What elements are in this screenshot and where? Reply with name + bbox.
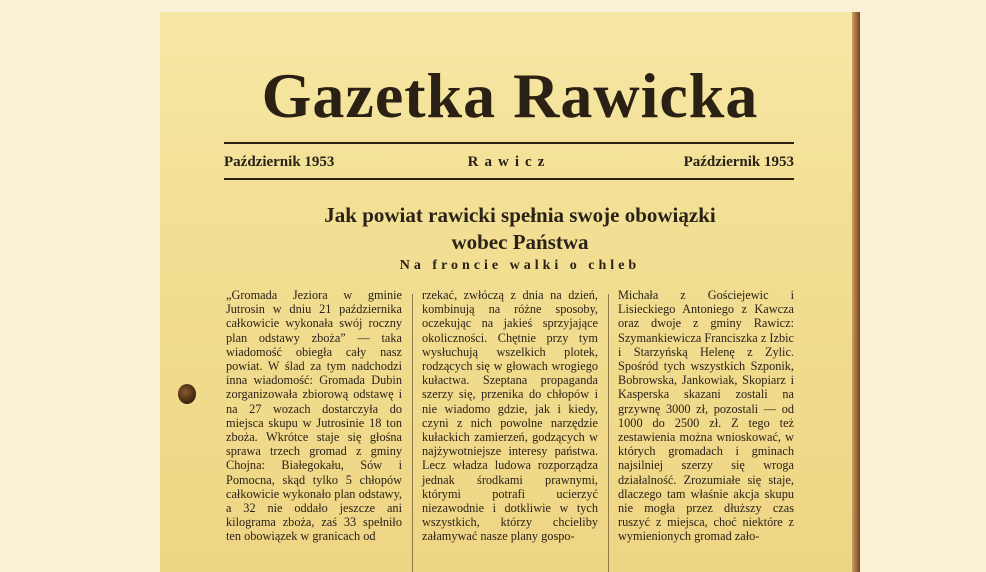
headline-line-1: Jak powiat rawicki spełnia swoje obowiązki [324,203,716,227]
article-headline [240,202,800,256]
headline-line-2: wobec Państwa [451,230,589,254]
punch-hole [178,384,196,404]
dateline-city: Rawicz [467,153,551,170]
column-divider-2 [608,294,609,572]
article-column-1 [226,288,402,544]
column-2-text: rzekać, zwłóczą z dnia na dzień, kombinują na różne sposoby, oczekując na jakieś sprzyjające okoliczności. Chętnie przy tym wysłuchują wszelkich plotek, rodzących się w głowach wrogiego kułactwa. Szeptana propaganda szerzy się, przenika do chłopów i nie wiadomo gdzie, jak i kiedy, czyni z nich powolne narzędzie kułackich zamierzeń, godzących w najżywotniejsze interesy państwa. Lecz władza ludowa rozporządza jednak środkami prawnymi, którymi potrafi ucierzyć niezawodnie i dotkliwie w tych wszystkich, którzy chcieliby załamywać nasze plany gospo- [422,288,598,544]
column-3-text: Michała z Gościejewic i Lisieckiego Antoniego z Kawcza oraz dwoje z gminy Rawicz: Szymankiewicza Franciszka z Izbic i Starzyńską Helenę z Zylic. Spośród tych wszystkich Szponik, Bobrowska, Jankowiak, Skopiarz i Kasperska skazani zostali na grzywnę 3000 zł, pozostali — od 1000 do 2500 zł. Z tego też zestawienia można wnioskować, w których gromadach i gminach najsilniej szerzy się wroga działalność. Zrozumiałe się staje, dlaczego tam właśnie akcja skupu nie mogła przez dłuższy czas ruszyć z miejsca, choć niektóre z wymienionych gromad zało- [618,288,794,544]
masthead-title: Gazetka Rawicka [261,60,759,131]
column-1-text: „Gromada Jeziora w gminie Jutrosin w dniu 21 października całkowicie wykonała swój roczny plan odstawy zboża” — taka wiadomość obiegła cały nasz powiat. W ślad za tym nadchodzi inna wiadomość: Gromada Dubin zorganizowała zbiorową odstawę i na 27 wozach dostarczyła do miejsca skupu w Jutrosinie 18 ton zboża. Wkrótce staje się głośna sprawa trzech gromad z gminy Chojna: Białegokału, Sów i Pomocna, skąd tylko 5 chłopów całkowicie wykonało plan odstawy, a 32 nie oddało jeszcze ani kilograma zboża, zaś 33 spełniło ten obowiązek w granicach od [226,288,402,544]
masthead-rule-top [224,142,794,144]
article-column-3 [618,288,794,544]
article-subheadline: Na froncie walki o chleb [399,258,641,273]
page-edge [852,12,860,572]
dateline-date-left: Październik 1953 [224,153,335,170]
newspaper-page [160,12,860,572]
masthead-rule-bottom [224,178,794,180]
article-column-2 [422,288,598,544]
dateline [224,148,794,176]
dateline-date-right: Październik 1953 [683,153,794,170]
column-divider-1 [412,294,413,572]
